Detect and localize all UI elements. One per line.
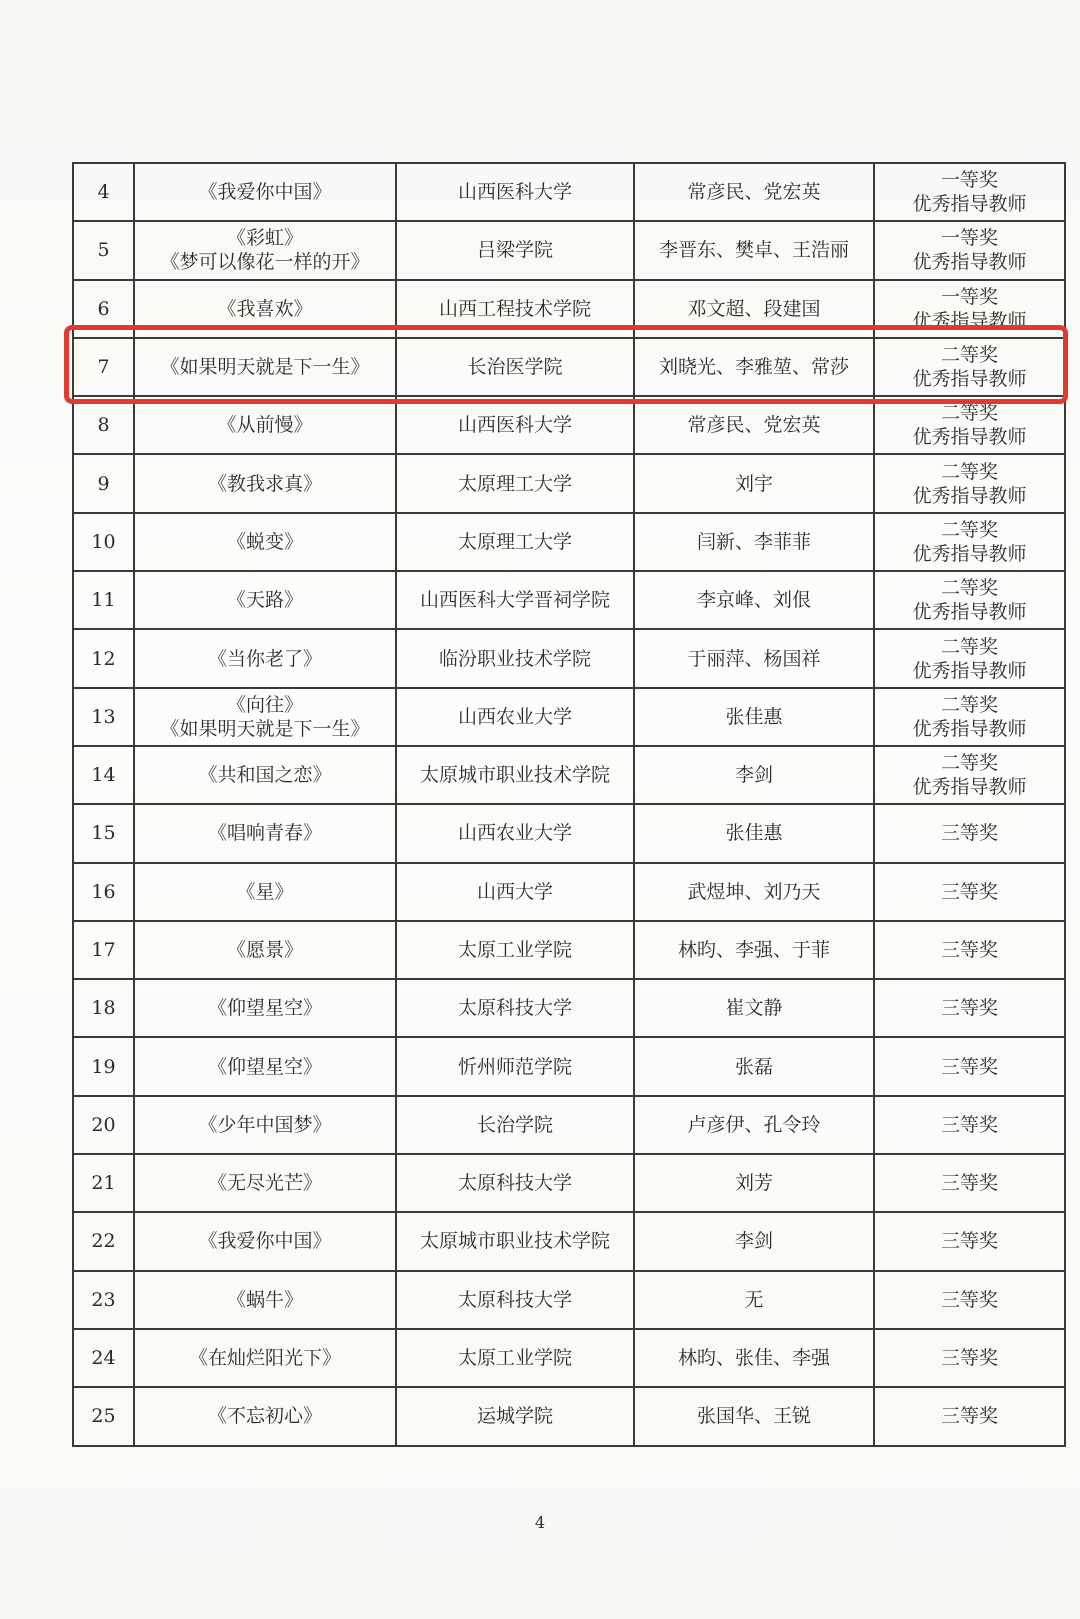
teacher-names: 林昀、张佳、李强 (677, 1347, 830, 1370)
award-label: 一等奖 (940, 285, 998, 308)
work-title: 《向往》 (226, 693, 303, 716)
work-title-cell (134, 280, 396, 338)
table-row (73, 1387, 1065, 1445)
teacher-names: 常彦民、党宏英 (687, 181, 821, 204)
award-label: 二等奖 (940, 752, 998, 775)
teacher-names: 武煜坤、刘乃天 (687, 880, 821, 903)
teachers-cell (634, 863, 874, 921)
award-label: 二等奖 (940, 693, 998, 716)
award-label: 优秀指导教师 (912, 484, 1027, 507)
teacher-names: 闫新、李菲菲 (696, 530, 811, 553)
row-number: 15 (91, 822, 116, 845)
row-number-cell (73, 979, 134, 1037)
work-title: 《天路》 (226, 589, 303, 612)
award-cell (874, 163, 1065, 221)
table-row (73, 1037, 1065, 1095)
award-label: 三等奖 (940, 1288, 998, 1311)
award-label: 优秀指导教师 (912, 426, 1027, 449)
table-row (73, 629, 1065, 687)
award-label: 二等奖 (940, 402, 998, 425)
award-cell (874, 1096, 1065, 1154)
row-number: 18 (91, 997, 116, 1020)
award-label: 三等奖 (940, 997, 998, 1020)
teachers-cell (634, 629, 874, 687)
unit-name: 太原理工大学 (457, 530, 572, 553)
award-label: 二等奖 (940, 635, 998, 658)
teachers-cell (634, 1212, 874, 1270)
row-number: 4 (97, 181, 110, 204)
teachers-cell (634, 1271, 874, 1329)
work-title: 《星》 (236, 880, 294, 903)
row-number-cell (73, 1154, 134, 1212)
teacher-names: 崔文静 (725, 997, 783, 1020)
work-title-cell (134, 1387, 396, 1445)
row-number: 16 (91, 880, 116, 903)
teacher-names: 李晋东、樊卓、王浩丽 (658, 239, 849, 262)
unit-name: 山西农业大学 (457, 705, 572, 728)
row-number: 25 (91, 1405, 116, 1428)
teacher-names: 张佳惠 (725, 822, 783, 845)
award-cell (874, 688, 1065, 746)
work-title: 《教我求真》 (207, 472, 322, 495)
work-title-cell (134, 804, 396, 862)
award-label: 三等奖 (940, 1113, 998, 1136)
row-number: 11 (91, 589, 116, 612)
unit-cell (396, 513, 634, 571)
table-row (73, 571, 1065, 629)
unit-cell (396, 1387, 634, 1445)
teacher-names: 常彦民、党宏英 (687, 414, 821, 437)
award-label: 二等奖 (940, 460, 998, 483)
unit-name: 山西医科大学 (457, 181, 572, 204)
row-number: 10 (91, 530, 116, 553)
row-number: 24 (91, 1347, 116, 1370)
table-row (73, 746, 1065, 804)
work-title-cell (134, 221, 396, 279)
awards-table (72, 162, 1066, 1447)
award-label: 三等奖 (940, 1347, 998, 1370)
work-title: 《仰望星空》 (207, 997, 322, 1020)
work-title-cell (134, 1154, 396, 1212)
unit-cell (396, 1212, 634, 1270)
award-label: 三等奖 (940, 880, 998, 903)
unit-name: 长治医学院 (467, 356, 563, 379)
work-title-cell (134, 746, 396, 804)
unit-cell (396, 221, 634, 279)
unit-name: 运城学院 (476, 1405, 553, 1428)
work-title-cell (134, 688, 396, 746)
row-number-cell (73, 513, 134, 571)
teachers-cell (634, 396, 874, 454)
page-number: 4 (534, 1513, 546, 1532)
work-title: 《在灿烂阳光下》 (188, 1347, 341, 1370)
row-number-cell (73, 1329, 134, 1387)
row-number: 19 (91, 1055, 116, 1078)
unit-cell (396, 454, 634, 512)
unit-name: 山西农业大学 (457, 822, 572, 845)
row-number-cell (73, 804, 134, 862)
work-title: 《少年中国梦》 (198, 1113, 332, 1136)
work-title-cell (134, 629, 396, 687)
table-row (73, 396, 1065, 454)
work-title: 《当你老了》 (207, 647, 322, 670)
row-number-cell (73, 571, 134, 629)
teachers-cell (634, 221, 874, 279)
table-row (73, 454, 1065, 512)
unit-cell (396, 280, 634, 338)
award-cell (874, 571, 1065, 629)
row-number: 23 (91, 1288, 116, 1311)
unit-name: 山西工程技术学院 (438, 297, 591, 320)
table-row (73, 280, 1065, 338)
work-title: 《愿景》 (226, 939, 303, 961)
teacher-names: 李京峰、刘佷 (696, 589, 811, 612)
work-title-cell (134, 863, 396, 921)
unit-cell (396, 338, 634, 396)
award-cell (874, 921, 1065, 979)
award-cell (874, 280, 1065, 338)
teachers-cell (634, 1096, 874, 1154)
award-cell (874, 1329, 1065, 1387)
work-title-cell (134, 571, 396, 629)
unit-cell (396, 1154, 634, 1212)
row-number-cell (73, 1271, 134, 1329)
teachers-cell (634, 571, 874, 629)
teachers-cell (634, 979, 874, 1037)
work-title: 《唱响青春》 (207, 822, 322, 845)
work-title: 《从前慢》 (217, 414, 313, 437)
award-label: 优秀指导教师 (912, 309, 1027, 332)
row-number: 5 (97, 239, 110, 262)
award-cell (874, 804, 1065, 862)
unit-name: 太原工业学院 (457, 939, 572, 961)
work-title: 《如果明天就是下一生》 (160, 717, 370, 740)
row-number-cell (73, 688, 134, 746)
row-number-cell (73, 1096, 134, 1154)
work-title-cell (134, 1329, 396, 1387)
row-number-cell (73, 1212, 134, 1270)
award-cell (874, 1212, 1065, 1270)
award-cell (874, 1037, 1065, 1095)
row-number-cell (73, 746, 134, 804)
unit-cell (396, 1271, 634, 1329)
teacher-names: 刘宇 (734, 472, 773, 495)
teacher-names: 卢彦伊、孔令玲 (687, 1113, 821, 1136)
work-title: 《我喜欢》 (217, 297, 313, 320)
work-title: 《我爱你中国》 (198, 1230, 332, 1253)
unit-cell (396, 804, 634, 862)
award-cell (874, 338, 1065, 396)
award-cell (874, 629, 1065, 687)
row-number-cell (73, 454, 134, 512)
teachers-cell (634, 688, 874, 746)
award-cell (874, 1271, 1065, 1329)
table-row (73, 804, 1065, 862)
award-label: 优秀指导教师 (912, 368, 1027, 391)
award-label: 二等奖 (940, 518, 998, 541)
award-label: 优秀指导教师 (912, 659, 1027, 682)
work-title-cell (134, 979, 396, 1037)
work-title: 《无尽光芒》 (207, 1172, 322, 1195)
award-cell (874, 1154, 1065, 1212)
row-number-cell (73, 338, 134, 396)
table-row (73, 1096, 1065, 1154)
row-number-cell (73, 1037, 134, 1095)
award-label: 优秀指导教师 (912, 601, 1027, 624)
award-label: 一等奖 (940, 227, 998, 250)
row-number: 20 (91, 1113, 116, 1136)
work-title: 《蜕变》 (226, 530, 303, 553)
row-number: 21 (91, 1172, 116, 1195)
work-title: 《我爱你中国》 (198, 181, 332, 204)
work-title-cell (134, 1096, 396, 1154)
table-row (73, 1212, 1065, 1270)
unit-name: 太原理工大学 (457, 472, 572, 495)
teacher-names: 刘晓光、李雅堃、常莎 (658, 356, 849, 379)
unit-name: 太原科技大学 (457, 1288, 572, 1311)
work-title: 《蜗牛》 (226, 1288, 303, 1311)
row-number: 6 (97, 297, 110, 320)
award-cell (874, 513, 1065, 571)
work-title: 《梦可以像花一样的开》 (160, 251, 370, 274)
unit-cell (396, 1037, 634, 1095)
teachers-cell (634, 746, 874, 804)
row-number-cell (73, 221, 134, 279)
unit-name: 太原城市职业技术学院 (419, 764, 610, 787)
unit-name: 山西医科大学 (457, 414, 572, 437)
teachers-cell (634, 1387, 874, 1445)
unit-cell (396, 571, 634, 629)
award-label: 二等奖 (940, 577, 998, 600)
award-cell (874, 221, 1065, 279)
teachers-cell (634, 1329, 874, 1387)
award-cell (874, 396, 1065, 454)
award-label: 优秀指导教师 (912, 542, 1027, 565)
unit-cell (396, 163, 634, 221)
teachers-cell (634, 921, 874, 979)
row-number-cell (73, 629, 134, 687)
work-title: 《彩虹》 (226, 227, 303, 250)
teachers-cell (634, 1037, 874, 1095)
award-cell (874, 979, 1065, 1037)
unit-name: 山西医科大学晋祠学院 (419, 589, 610, 612)
award-label: 三等奖 (940, 939, 998, 961)
unit-cell (396, 863, 634, 921)
award-label: 三等奖 (940, 1172, 998, 1195)
award-label: 三等奖 (940, 1230, 998, 1253)
teachers-cell (634, 338, 874, 396)
teacher-names: 邓文超、段建国 (687, 297, 821, 320)
teacher-names: 无 (744, 1288, 764, 1311)
row-number: 8 (97, 414, 110, 437)
teacher-names: 张佳惠 (725, 705, 783, 728)
table-row (73, 1154, 1065, 1212)
award-label: 优秀指导教师 (912, 776, 1027, 799)
table-row (73, 688, 1065, 746)
table-row (73, 338, 1065, 396)
award-label: 优秀指导教师 (912, 717, 1027, 740)
table-row (73, 513, 1065, 571)
award-cell (874, 1387, 1065, 1445)
work-title-cell (134, 338, 396, 396)
row-number: 22 (91, 1230, 116, 1253)
unit-name: 忻州师范学院 (457, 1055, 572, 1078)
table-row (73, 1329, 1065, 1387)
row-number: 14 (91, 764, 116, 787)
row-number: 9 (97, 472, 110, 495)
award-label: 三等奖 (940, 1405, 998, 1428)
row-number-cell (73, 163, 134, 221)
work-title-cell (134, 1271, 396, 1329)
row-number: 17 (91, 939, 116, 961)
row-number-cell (73, 396, 134, 454)
work-title: 《不忘初心》 (207, 1405, 322, 1428)
table-row (73, 863, 1065, 921)
work-title-cell (134, 396, 396, 454)
teacher-names: 林昀、李强、于菲 (677, 939, 830, 961)
unit-name: 吕梁学院 (476, 239, 553, 262)
table-row (73, 221, 1065, 279)
unit-cell (396, 688, 634, 746)
teachers-cell (634, 163, 874, 221)
row-number-cell (73, 280, 134, 338)
unit-name: 临汾职业技术学院 (438, 647, 591, 670)
unit-name: 长治学院 (476, 1113, 553, 1136)
teacher-names: 刘芳 (734, 1172, 773, 1195)
teachers-cell (634, 804, 874, 862)
teacher-names: 于丽萍、杨国祥 (687, 647, 821, 670)
row-number-cell (73, 1387, 134, 1445)
unit-cell (396, 1096, 634, 1154)
work-title: 《仰望星空》 (207, 1055, 322, 1078)
unit-name: 太原科技大学 (457, 997, 572, 1020)
table-row (73, 1271, 1065, 1329)
award-label: 三等奖 (940, 1055, 998, 1078)
teacher-names: 李剑 (734, 764, 773, 787)
teachers-cell (634, 280, 874, 338)
row-number: 13 (91, 705, 116, 728)
work-title: 《如果明天就是下一生》 (160, 356, 370, 379)
table-row (73, 979, 1065, 1037)
work-title-cell (134, 921, 396, 979)
work-title-cell (134, 1037, 396, 1095)
table-row (73, 921, 1065, 979)
teacher-names: 张国华、王锐 (696, 1405, 811, 1428)
award-label: 二等奖 (940, 344, 998, 367)
award-cell (874, 454, 1065, 512)
unit-cell (396, 396, 634, 454)
teachers-cell (634, 1154, 874, 1212)
teachers-cell (634, 454, 874, 512)
unit-name: 山西大学 (476, 880, 553, 903)
unit-name: 太原城市职业技术学院 (419, 1230, 610, 1253)
work-title-cell (134, 1212, 396, 1270)
row-number-cell (73, 863, 134, 921)
work-title-cell (134, 513, 396, 571)
award-label: 三等奖 (940, 822, 998, 845)
teacher-names: 张磊 (734, 1055, 773, 1078)
unit-name: 太原工业学院 (457, 1347, 572, 1370)
unit-cell (396, 629, 634, 687)
unit-cell (396, 1329, 634, 1387)
row-number-cell (73, 921, 134, 979)
unit-cell (396, 746, 634, 804)
unit-name: 太原科技大学 (457, 1172, 572, 1195)
award-label: 一等奖 (940, 169, 998, 192)
work-title-cell (134, 454, 396, 512)
teacher-names: 李剑 (734, 1230, 773, 1253)
table-row (73, 163, 1065, 221)
work-title-cell (134, 163, 396, 221)
row-number: 12 (91, 647, 116, 670)
unit-cell (396, 921, 634, 979)
unit-cell (396, 979, 634, 1037)
award-cell (874, 863, 1065, 921)
row-number: 7 (97, 356, 110, 379)
award-label: 优秀指导教师 (912, 251, 1027, 274)
award-cell (874, 746, 1065, 804)
work-title: 《共和国之恋》 (198, 764, 332, 787)
teachers-cell (634, 513, 874, 571)
award-label: 优秀指导教师 (912, 193, 1027, 216)
